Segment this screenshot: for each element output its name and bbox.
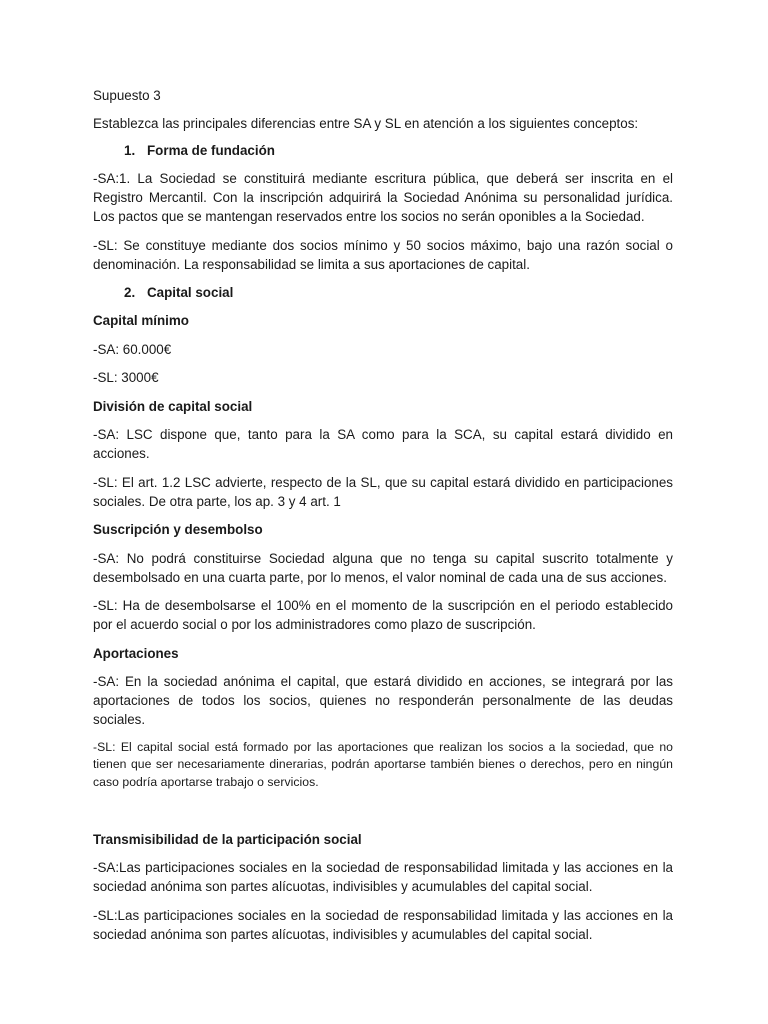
fundacion-sa-paragraph: -SA:1. La Sociedad se constituirá mediante escritura pública, que deberá ser inscrita en el Registro Mercantil. Con la inscripción adquirirá la Sociedad Anónima su personalidad jurídica. Los pactos que se mantengan reservados entre los socios no serán oponibles a la Sociedad. [93,171,673,224]
capital-minimo-sa: -SA: 60.000€ [93,341,172,357]
division-sa-paragraph: -SA: LSC dispone que, tanto para la SA como para la SCA, su capital estará dividido en acciones. [93,427,673,461]
aportaciones-sa-paragraph: -SA: En la sociedad anónima el capital, que estará dividido en acciones, se integrará por las aportaciones de todos los socios, quienes no responderán personalmente de las deudas sociales. [93,674,673,727]
suscripcion-heading: Suscripción y desembolso [93,522,263,537]
transmisibilidad-heading: Transmisibilidad de la participación social [93,831,362,847]
fundacion-sl-paragraph: -SL: Se constituye mediante dos socios mínimo y 50 socios máximo, bajo una razón social o denominación. La responsabilidad se limita a sus aportaciones de capital. [93,237,673,272]
document-body [93,86,673,953]
capital-minimo-sl: -SL: 3000€ [93,370,159,385]
division-sl-paragraph: -SL: El art. 1.2 LSC advierte, respecto de la SL, que su capital estará dividido en participaciones sociales. De otra parte, los ap. 3 y 4 art. 1 [93,474,673,509]
section-title: Forma de fundación [147,143,275,158]
transmisibilidad-sl-paragraph: -SL:Las participaciones sociales en la sociedad de responsabilidad limitada y las acciones en la sociedad anónima son partes alícuotas, indivisibles y acumulables del capital social. [93,907,673,942]
suscripcion-sa-paragraph: -SA: No podrá constituirse Sociedad alguna que no tenga su capital suscrito totalmente y desembolsado en una cuarta parte, por lo menos, el valor nominal de cada una de sus acciones. [93,550,673,585]
section-number: 2. [124,285,136,300]
division-heading: División de capital social [93,398,253,414]
blank-line [93,801,673,830]
capital-minimo-heading: Capital mínimo [93,313,189,328]
section-title: Capital social [147,285,234,300]
document-title: Supuesto 3 [93,88,161,103]
section-heading-fundacion [124,141,673,160]
suscripcion-sl-paragraph: -SL: Ha de desembolsarse el 100% en el momento de la suscripción en el periodo establecido por el acuerdo social o por los administradores como plazo de suscripción. [93,598,673,632]
section-heading-capital [124,283,673,302]
aportaciones-sl-paragraph [93,739,673,792]
intro-paragraph: Establezca las principales diferencias entre SA y SL en atención a los siguientes conceptos: [93,116,639,131]
aportaciones-sl-prefix: -SL: [93,739,116,754]
transmisibilidad-sa-paragraph: -SA:Las participaciones sociales en la sociedad de responsabilidad limitada y las acciones en la sociedad anónima son partes alícuotas, indivisibles y acumulables del capital social. [93,860,673,894]
aportaciones-heading: Aportaciones [93,645,179,661]
aportaciones-sl-text: El capital social está formado por las aportaciones que realizan los socios a la sociedad, que no tienen que ser necesariamente dinerarias, podrán aportarse también bienes o derechos, pero en ningún caso podría aportarse trabajo o servicios. [93,739,673,789]
section-number: 1. [124,143,136,158]
